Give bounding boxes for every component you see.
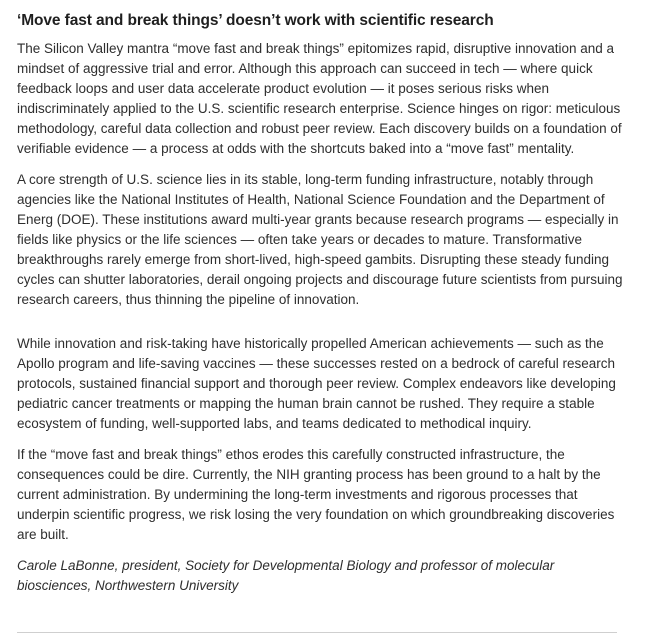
letter-paragraph-4: If the “move fast and break things” ethos erodes this carefully constructed infrastructure, the consequences could be dire. Currently, the NIH granting process has been ground to a halt by the current administration. By undermining the long-term investments and rigorous processes that underpin scientific progress, we risk losing the very foundation on which groundbreaking discoveries are built. xyxy=(17,447,615,542)
letter-paragraph-3: While innovation and risk-taking have historically propelled American achievements — such as the Apollo program and life-saving vaccines — these successes rested on a bedrock of careful research protocols, sustained financial support and thorough peer review. Complex endeavors like developing pediatric cancer treatments or mapping the human brain cannot be rushed. They require a stable ecosystem of funding, well-supported labs, and teams dedicated to methodical inquiry. xyxy=(17,336,616,431)
letter-paragraph-1: The Silicon Valley mantra “move fast and break things” epitomizes rapid, disruptive innovation and a mindset of aggressive trial and error. Although this approach can succeed in tech — where quick feedback loops and user data accelerate product evolution — it poses serious risks when indiscriminately applied to the U.S. scientific research enterprise. Science hinges on rigor: meticulous methodology, careful data collection and robust peer review. Each discovery builds on a foundation of verifiable evidence — a process at odds with the shortcuts baked into a “move fast” mentality. xyxy=(17,41,622,156)
letter-title: ‘Move fast and break things’ doesn’t work with scientific research xyxy=(17,12,494,29)
letter-paragraph-2: A core strength of U.S. science lies in its stable, long-term funding infrastructure, notably through agencies like the National Institutes of Health, National Science Foundation and the Department of Energ (DOE). These institutions award multi-year grants because research programs — especially in fields like physics or the life sciences — often take years or decades to mature. Transformative breakthroughs rarely emerge from short-lived, high-speed gambits. Disrupting these steady funding cycles can shutter laboratories, derail ongoing projects and discourage future scientists from pursuing research careers, thus thinning the pipeline of innovation. xyxy=(17,172,623,307)
bottom-divider xyxy=(17,632,617,633)
letter-signature: Carole LaBonne, president, Society for Developmental Biology and professor of molecular biosciences, Northwestern University xyxy=(17,558,555,593)
